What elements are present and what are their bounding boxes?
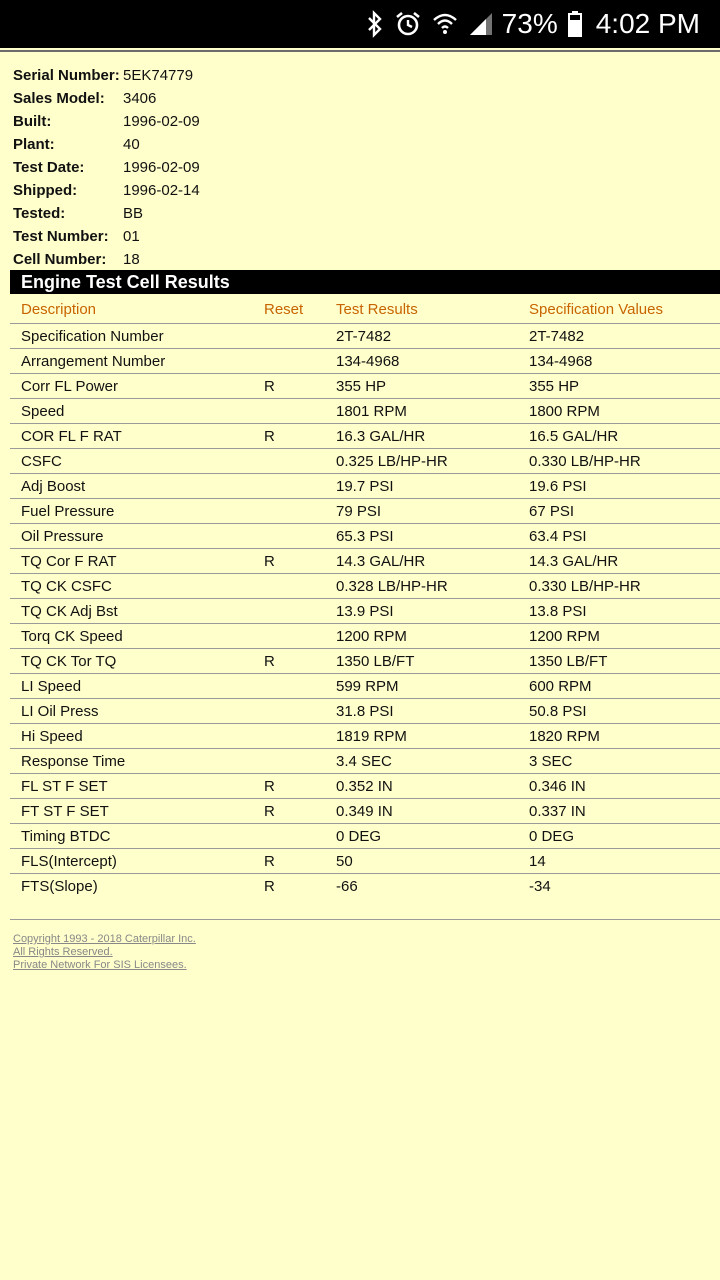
info-label: Tested: xyxy=(13,205,66,222)
table-row xyxy=(10,648,720,673)
cell-description: Corr FL Power xyxy=(21,377,118,395)
table-row xyxy=(10,323,720,348)
rights-link[interactable]: All Rights Reserved. xyxy=(13,946,113,958)
header-spec-values: Specification Values xyxy=(529,300,663,318)
cell-reset: R xyxy=(264,552,275,570)
table-body xyxy=(10,323,720,898)
cell-description: Adj Boost xyxy=(21,477,86,495)
cell-description: COR FL F RAT xyxy=(21,427,122,445)
table-row xyxy=(10,548,720,573)
info-row xyxy=(13,179,200,202)
cell-reset: R xyxy=(264,427,275,445)
cell-reset: R xyxy=(264,802,275,820)
network-link[interactable]: Private Network For SIS Licensees. xyxy=(13,959,187,971)
info-label: Test Date: xyxy=(13,159,85,176)
cell-test-result: 0 DEG xyxy=(336,827,382,845)
cell-test-result: 0.328 LB/HP-HR xyxy=(336,577,448,595)
cell-test-result: 1819 RPM xyxy=(336,727,407,745)
cell-description: TQ CK Tor TQ xyxy=(21,652,117,670)
cell-test-result: 13.9 PSI xyxy=(336,602,394,620)
info-label: Shipped: xyxy=(13,182,78,199)
cell-reset: R xyxy=(264,877,275,895)
table-row xyxy=(10,773,720,798)
info-row xyxy=(13,133,200,156)
table-row xyxy=(10,373,720,398)
info-row xyxy=(13,248,200,271)
table-row xyxy=(10,723,720,748)
cell-description: Arrangement Number xyxy=(21,352,166,370)
table-row xyxy=(10,748,720,773)
cell-description: FLS(Intercept) xyxy=(21,852,117,870)
info-value: 18 xyxy=(123,251,140,268)
battery-icon xyxy=(568,11,582,37)
cell-description: FT ST F SET xyxy=(21,802,109,820)
info-label: Cell Number: xyxy=(13,251,107,268)
cell-description: LI Speed xyxy=(21,677,82,695)
cell-spec-value: 134-4968 xyxy=(529,352,593,370)
cell-description: Oil Pressure xyxy=(21,527,104,545)
info-row xyxy=(13,156,200,179)
cell-test-result: 134-4968 xyxy=(336,352,400,370)
cell-spec-value: 14.3 GAL/HR xyxy=(529,552,619,570)
info-value: BB xyxy=(123,205,144,222)
info-row xyxy=(13,225,200,248)
info-label: Serial Number: xyxy=(13,67,120,84)
header-description: Description xyxy=(21,300,97,318)
table-row xyxy=(10,498,720,523)
info-value: 40 xyxy=(123,136,140,153)
cell-test-result: 16.3 GAL/HR xyxy=(336,427,426,445)
cell-test-result: 355 HP xyxy=(336,377,387,395)
cell-spec-value: 63.4 PSI xyxy=(529,527,587,545)
info-row xyxy=(13,87,200,110)
signal-icon xyxy=(468,11,494,37)
cell-spec-value: 0.337 IN xyxy=(529,802,586,820)
cell-spec-value: 0.346 IN xyxy=(529,777,586,795)
info-label: Test Number: xyxy=(13,228,109,245)
cell-test-result: 19.7 PSI xyxy=(336,477,394,495)
cell-description: Specification Number xyxy=(21,327,164,345)
info-value: 5EK74779 xyxy=(123,67,194,84)
cell-description: CSFC xyxy=(21,452,62,470)
cell-spec-value: 1350 LB/FT xyxy=(529,652,608,670)
cell-spec-value: 50.8 PSI xyxy=(529,702,587,720)
cell-spec-value: 0 DEG xyxy=(529,827,575,845)
footer xyxy=(13,933,196,972)
table-row xyxy=(10,573,720,598)
info-label: Plant: xyxy=(13,136,55,153)
info-row xyxy=(13,110,200,133)
wifi-icon xyxy=(432,11,458,37)
info-value: 01 xyxy=(123,228,140,245)
cell-spec-value: 16.5 GAL/HR xyxy=(529,427,619,445)
cell-description: Response Time xyxy=(21,752,126,770)
table-row xyxy=(10,598,720,623)
cell-reset: R xyxy=(264,652,275,670)
cell-test-result: 31.8 PSI xyxy=(336,702,394,720)
section-title: Engine Test Cell Results xyxy=(10,270,720,294)
cell-spec-value: 355 HP xyxy=(529,377,580,395)
info-label: Built: xyxy=(13,113,52,130)
table-row xyxy=(10,448,720,473)
table-row xyxy=(10,398,720,423)
results-table xyxy=(10,295,720,898)
cell-test-result: 1200 RPM xyxy=(336,627,407,645)
battery-percent: 73% xyxy=(501,8,558,39)
alarm-icon xyxy=(394,10,422,38)
table-row xyxy=(10,348,720,373)
table-header xyxy=(10,295,720,323)
cell-description: TQ CK Adj Bst xyxy=(21,602,118,620)
table-row xyxy=(10,848,720,873)
cell-description: Speed xyxy=(21,402,65,420)
copyright-link[interactable]: Copyright 1993 - 2018 Caterpillar Inc. xyxy=(13,933,196,945)
bluetooth-icon xyxy=(366,10,384,38)
cell-spec-value: 600 RPM xyxy=(529,677,592,695)
cell-spec-value: -34 xyxy=(529,877,551,895)
table-row xyxy=(10,423,720,448)
cell-test-result: 2T-7482 xyxy=(336,327,392,345)
cell-test-result: 0.325 LB/HP-HR xyxy=(336,452,448,470)
cell-description: Torq CK Speed xyxy=(21,627,123,645)
cell-test-result: 1350 LB/FT xyxy=(336,652,415,670)
cell-spec-value: 13.8 PSI xyxy=(529,602,587,620)
cell-spec-value: 1820 RPM xyxy=(529,727,600,745)
cell-spec-value: 19.6 PSI xyxy=(529,477,587,495)
info-row xyxy=(13,64,200,87)
cell-description: LI Oil Press xyxy=(21,702,99,720)
info-value: 1996-02-09 xyxy=(123,159,200,176)
cell-description: Fuel Pressure xyxy=(21,502,115,520)
cell-test-result: 0.352 IN xyxy=(336,777,393,795)
divider xyxy=(0,50,720,52)
divider xyxy=(10,919,720,920)
cell-test-result: 3.4 SEC xyxy=(336,752,392,770)
table-row xyxy=(10,473,720,498)
table-row xyxy=(10,823,720,848)
cell-spec-value: 14 xyxy=(529,852,546,870)
cell-spec-value: 0.330 LB/HP-HR xyxy=(529,452,641,470)
info-value: 1996-02-14 xyxy=(123,182,200,199)
table-row xyxy=(10,798,720,823)
cell-test-result: 1801 RPM xyxy=(336,402,407,420)
cell-spec-value: 67 PSI xyxy=(529,502,575,520)
cell-description: Hi Speed xyxy=(21,727,83,745)
cell-spec-value: 1200 RPM xyxy=(529,627,600,645)
cell-test-result: 0.349 IN xyxy=(336,802,393,820)
engine-info xyxy=(13,64,200,271)
cell-test-result: -66 xyxy=(336,877,358,895)
cell-spec-value: 1800 RPM xyxy=(529,402,600,420)
info-label: Sales Model: xyxy=(13,90,105,107)
cell-test-result: 50 xyxy=(336,852,353,870)
cell-description: FTS(Slope) xyxy=(21,877,98,895)
cell-description: Timing BTDC xyxy=(21,827,111,845)
info-value: 3406 xyxy=(123,90,157,107)
cell-reset: R xyxy=(264,777,275,795)
info-value: 1996-02-09 xyxy=(123,113,200,130)
cell-test-result: 79 PSI xyxy=(336,502,382,520)
cell-test-result: 599 RPM xyxy=(336,677,399,695)
table-row xyxy=(10,623,720,648)
header-test-results: Test Results xyxy=(336,300,418,318)
cell-reset: R xyxy=(264,377,275,395)
cell-test-result: 65.3 PSI xyxy=(336,527,394,545)
cell-spec-value: 3 SEC xyxy=(529,752,573,770)
cell-test-result: 14.3 GAL/HR xyxy=(336,552,426,570)
cell-description: FL ST F SET xyxy=(21,777,108,795)
header-reset: Reset xyxy=(264,300,304,318)
cell-reset: R xyxy=(264,852,275,870)
table-row xyxy=(10,698,720,723)
table-row xyxy=(10,673,720,698)
clock: 4:02 PM xyxy=(595,8,700,39)
cell-spec-value: 2T-7482 xyxy=(529,327,585,345)
cell-description: TQ Cor F RAT xyxy=(21,552,117,570)
cell-spec-value: 0.330 LB/HP-HR xyxy=(529,577,641,595)
table-row xyxy=(10,523,720,548)
info-row xyxy=(13,202,200,225)
status-bar xyxy=(0,0,720,48)
table-row xyxy=(10,873,720,898)
cell-description: TQ CK CSFC xyxy=(21,577,112,595)
